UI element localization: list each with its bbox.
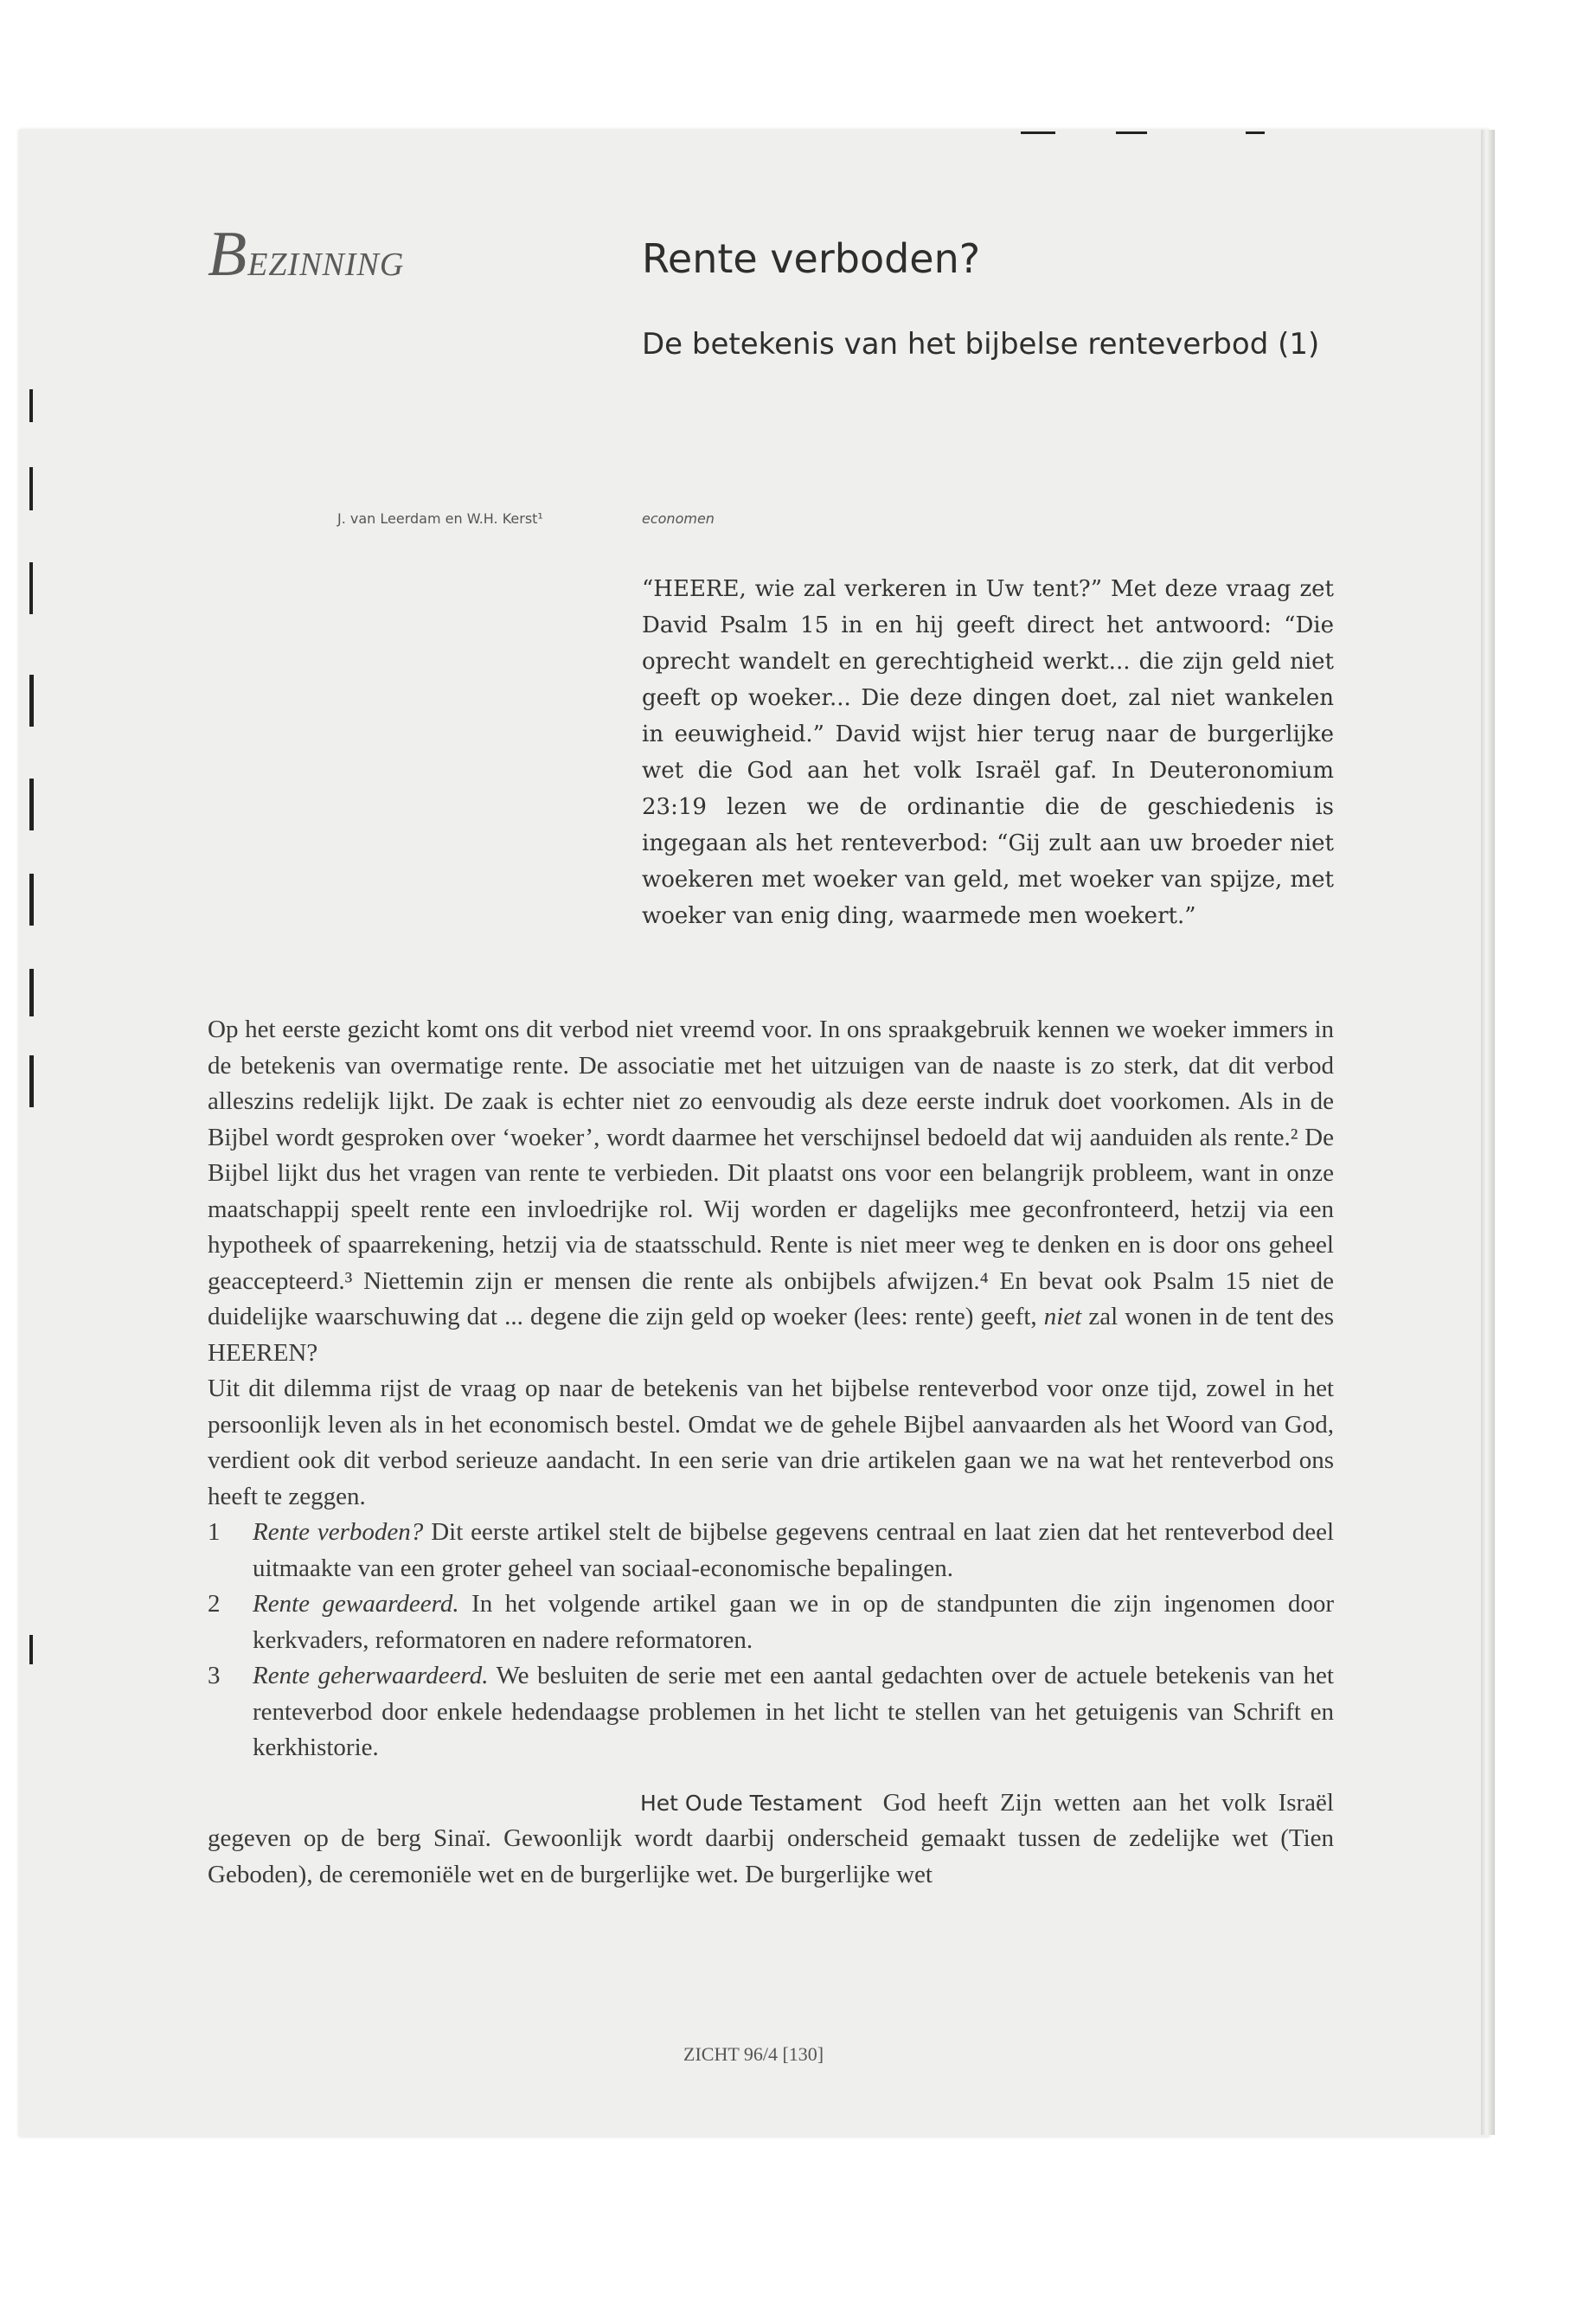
section-label-initial: B: [208, 219, 248, 290]
section-label: [208, 218, 404, 292]
author-role: economen: [642, 510, 715, 527]
list-item-title: Rente verboden?: [253, 1518, 424, 1546]
paragraph-2: Uit dit dilemma rijst de vraag op naar de betekenis van het bijbelse renteverbod voor onze tijd, zowel in het persoonlijk leven als in het economisch bestel. Omdat we de gehele Bijbel aanvaarden als het Woord van God, verdient ook dit verbod serieuze aandacht. In een serie van drie artikelen gaan we na wat het renteverbod ons heeft te zeggen.: [208, 1375, 1334, 1510]
list-item-number: 3: [208, 1662, 221, 1689]
paragraph-1: [208, 1012, 1334, 1371]
article-subtitle: De betekenis van het bijbelse renteverbod (1): [642, 327, 1320, 362]
list-item: [208, 1515, 1334, 1586]
intro-paragraph: “HEERE, wie zal verkeren in Uw tent?” Met deze vraag zet David Psalm 15 in en hij geeft direct het antwoord: “Die oprecht wandelt en gerechtigheid werkt... die zijn geld niet geeft op woeker... Die deze dingen doet, zal niet wankelen in eeuwigheid.” David wijst hier terug naar de burgerlijke wet die God aan het volk Israël gaf. In Deuteronomium 23:19 lezen we de ordinantie die de geschiedenis is ingegaan als het renteverbod: “Gij zult aan uw broeder niet woekeren met woeker van geld, met woeker van spijze, met woeker van enig ding, waarmede men woekert.”: [642, 576, 1334, 929]
article-body: [208, 1012, 1334, 1893]
page-footer: ZICHT 96/4 [130]: [683, 2043, 824, 2065]
list-item-title: Rente gewaardeerd.: [253, 1590, 459, 1618]
paragraph-1-emphasis: niet: [1043, 1303, 1082, 1330]
list-item-number: 2: [208, 1590, 221, 1618]
list-item-number: 1: [208, 1518, 221, 1546]
article-title: Rente verboden?: [642, 235, 981, 282]
section-heading: Het Oude Testament: [640, 1790, 862, 1816]
list-item: [208, 1658, 1334, 1766]
list-item-text: In het volgende artikel gaan we in op de standpunten die zijn ingenomen door kerkvaders, reformatoren en nadere reformatoren.: [253, 1590, 1334, 1654]
list-item-text: We besluiten de serie met een aantal gedachten over de actuele betekenis van het renteverbod door enkele hedendaagse problemen in het licht te stellen van het getuigenis van Schrift en kerkhistorie.: [253, 1662, 1334, 1761]
series-list: [208, 1515, 1334, 1766]
paragraph-1-text: Op het eerste gezicht komt ons dit verbod niet vreemd voor. In ons spraakgebruik kennen we woeker immers in de betekenis van overmatige rente. De associatie met het uitzuigen van de naaste is zo sterk, dat dit verbod alleszins redelijk lijkt. De zaak is echter niet zo eenvoudig als deze eerste indruk doet voorkomen. Als in de Bijbel wordt gesproken over ‘woeker’, wordt daarmee het verschijnsel bedoeld dat wij aanduiden als rente.² De Bijbel lijkt dus het vragen van rente te verbieden. Dit plaatst ons voor een belangrijk probleem, want in onze maatschappij speelt rente een invloedrijke rol. Wij worden er dagelijks mee geconfronteerd, hetzij via een hypotheek of spaarrekening, hetzij via de staatsschuld. Rente is niet meer weg te denken en is door ons geheel geaccepteerd.³ Niettemin zijn er mensen die rente als onbijbels afwijzen.⁴ En bevat ook Psalm 15 niet de duidelijke waarschuwing dat ... degene die zijn geld op woeker (lees: rente) geeft,: [208, 1016, 1334, 1330]
list-item: [208, 1586, 1334, 1658]
author-line: J. van Leerdam en W.H. Kerst¹: [337, 510, 543, 527]
list-item-title: Rente geherwaardeerd.: [253, 1662, 489, 1689]
section-text: God heeft Zijn wetten aan het volk Israël gegeven op de berg Sinaï. Gewoonlijk wordt daarbij onderscheid gemaakt tussen de zedelijke wet (Tien Geboden), de ceremoniële wet en de burgerlijke wet. De burgerlijke wet: [208, 1788, 1334, 1888]
list-item-text: Dit eerste artikel stelt de bijbelse gegevens centraal en laat zien dat het renteverbod deel uitmaakte van een groter geheel van sociaal-economische bepalingen.: [253, 1518, 1334, 1582]
section-paragraph: [208, 1785, 1334, 1894]
paragraph-1-end: zal wonen in de tent des HEEREN?: [208, 1303, 1335, 1367]
section-label-rest: EZINNING: [247, 247, 405, 283]
